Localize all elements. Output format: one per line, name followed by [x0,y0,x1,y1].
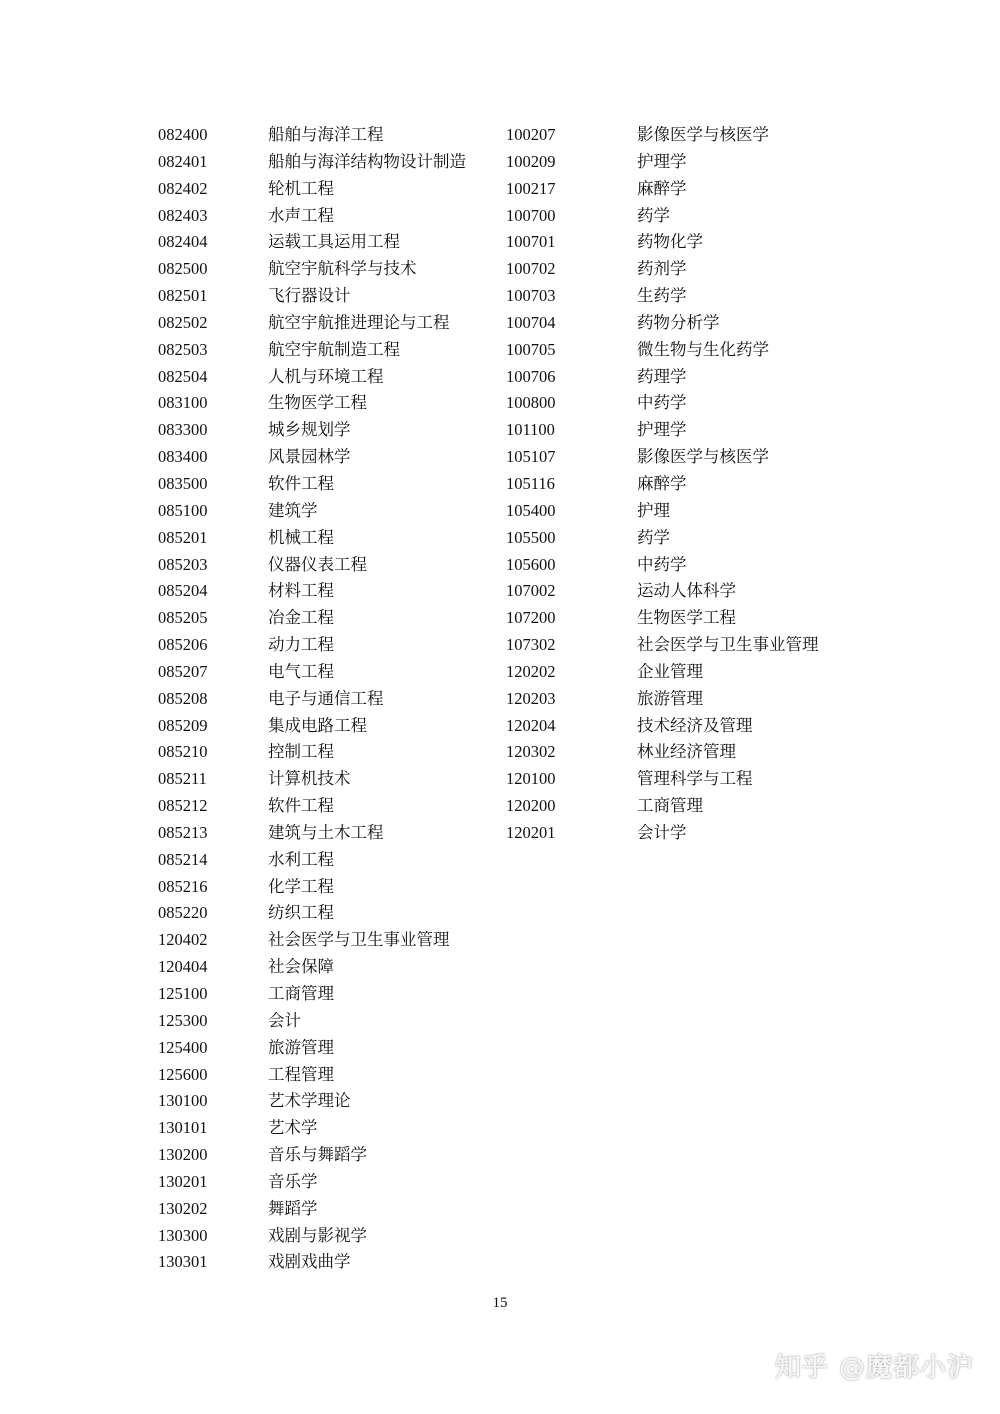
list-item [506,364,819,391]
discipline-name: 集成电路工程 [268,715,367,735]
discipline-name: 管理科学与工程 [637,769,753,789]
list-item [506,659,819,686]
list-item [506,525,819,552]
discipline-name: 机械工程 [268,527,334,547]
list-item [506,632,819,659]
list-item [158,337,466,364]
page-number: 15 [492,1295,508,1311]
discipline-code: 125600 [158,1064,208,1084]
list-item [506,471,819,498]
discipline-name: 化学工程 [268,876,334,896]
list-item [158,632,466,659]
list-item [158,498,466,525]
list-item [158,1062,466,1089]
discipline-code: 100705 [506,339,556,359]
list-item [506,229,819,256]
list-item [158,1115,466,1142]
list-item [158,552,466,579]
list-item [158,1142,466,1169]
discipline-name: 工程管理 [268,1064,334,1084]
list-item [158,310,466,337]
discipline-code: 082404 [158,232,208,252]
discipline-code: 085205 [158,608,208,628]
discipline-code: 120404 [158,957,208,977]
discipline-code: 083300 [158,420,208,440]
list-item [158,471,466,498]
discipline-code: 125400 [158,1037,208,1057]
discipline-code: 085213 [158,822,208,842]
discipline-code: 130301 [158,1252,208,1272]
list-item [506,176,819,203]
discipline-code: 130300 [158,1225,208,1245]
list-item [506,417,819,444]
discipline-name: 企业管理 [637,661,703,681]
discipline-name: 电气工程 [268,661,334,681]
list-item [158,525,466,552]
list-item [506,310,819,337]
list-item [158,820,466,847]
discipline-name: 戏剧与影视学 [268,1225,367,1245]
discipline-name: 社会医学与卫生事业管理 [637,635,819,655]
discipline-code: 082502 [158,312,208,332]
list-item [158,229,466,256]
discipline-name: 船舶与海洋工程 [268,125,384,144]
list-item [506,686,819,713]
discipline-code: 120200 [506,796,556,816]
list-item [506,498,819,525]
list-item [158,203,466,230]
list-item [158,954,466,981]
list-item [158,766,466,793]
list-item [506,578,819,605]
discipline-name: 中药学 [637,554,687,574]
list-item [158,900,466,927]
discipline-code: 100703 [506,286,556,306]
discipline-code: 085100 [158,500,208,520]
discipline-code: 105600 [506,554,556,574]
discipline-code: 107002 [506,581,556,601]
list-item [158,605,466,632]
discipline-code: 100217 [506,178,556,198]
discipline-name: 麻醉学 [637,473,687,493]
discipline-code: 082500 [158,259,208,279]
list-item [158,283,466,310]
discipline-name: 社会保障 [268,957,334,977]
discipline-name: 护理 [637,500,670,520]
discipline-name: 生药学 [637,286,687,306]
list-item [506,605,819,632]
list-item [158,149,466,176]
discipline-code: 120203 [506,688,556,708]
list-item [158,1169,466,1196]
discipline-code: 130101 [158,1118,208,1138]
discipline-name: 控制工程 [268,742,334,762]
discipline-name: 运载工具运用工程 [268,232,400,252]
discipline-name: 药理学 [637,366,687,386]
discipline-code: 120201 [506,822,556,842]
list-item [506,203,819,230]
list-item [158,444,466,471]
list-item [158,390,466,417]
discipline-code: 085208 [158,688,208,708]
discipline-code: 082503 [158,339,208,359]
list-item [158,1223,466,1250]
list-item [506,820,819,847]
discipline-name: 水利工程 [268,849,334,869]
discipline-code: 085209 [158,715,208,735]
discipline-code: 100701 [506,232,556,252]
discipline-code: 100706 [506,366,556,386]
list-item [506,739,819,766]
discipline-code: 082504 [158,366,208,386]
list-item [158,847,466,874]
discipline-name: 软件工程 [268,473,334,493]
list-item [506,713,819,740]
discipline-name: 旅游管理 [637,688,703,708]
discipline-code: 083500 [158,473,208,493]
discipline-code: 101100 [506,420,555,440]
discipline-code: 085220 [158,903,208,923]
discipline-code: 105400 [506,500,556,520]
list-item [506,793,819,820]
discipline-name: 建筑与土木工程 [268,822,384,842]
discipline-name: 轮机工程 [268,178,334,198]
discipline-name: 计算机技术 [268,769,351,789]
discipline-code: 120100 [506,769,556,789]
discipline-code: 082501 [158,286,208,306]
discipline-name: 航空宇航科学与技术 [268,259,417,279]
list-item [158,364,466,391]
discipline-name: 影像医学与核医学 [637,125,769,144]
discipline-name: 护理学 [637,420,687,440]
discipline-name: 艺术学 [268,1118,318,1138]
discipline-name: 音乐学 [268,1171,318,1191]
list-item [506,122,819,149]
discipline-code: 130100 [158,1091,208,1111]
discipline-code: 130200 [158,1145,208,1165]
list-item [158,686,466,713]
list-item [158,1008,466,1035]
left-column-list [158,122,466,1276]
discipline-code: 085203 [158,554,208,574]
discipline-name: 冶金工程 [268,608,334,628]
discipline-name: 动力工程 [268,635,334,655]
discipline-name: 软件工程 [268,796,334,816]
discipline-name: 中药学 [637,393,687,413]
discipline-code: 083400 [158,447,208,467]
discipline-code: 082402 [158,178,208,198]
discipline-name: 航空宇航推进理论与工程 [268,312,450,332]
discipline-code: 085206 [158,635,208,655]
discipline-name: 舞蹈学 [268,1198,318,1218]
discipline-name: 药物分析学 [637,312,720,332]
discipline-code: 107302 [506,635,556,655]
discipline-code: 100704 [506,312,556,332]
list-item [158,1088,466,1115]
discipline-code: 125100 [158,984,208,1003]
discipline-code: 107200 [506,608,556,628]
discipline-code: 082400 [158,125,208,144]
list-item [158,713,466,740]
discipline-name: 船舶与海洋结构物设计制造 [268,151,466,171]
discipline-name: 纺织工程 [268,903,334,923]
list-item [506,390,819,417]
discipline-code: 120202 [506,661,556,681]
discipline-name: 运动人体科学 [637,581,736,601]
discipline-code: 105116 [506,473,555,493]
discipline-code: 125300 [158,1010,208,1030]
discipline-name: 工商管理 [268,984,334,1003]
discipline-code: 105500 [506,527,556,547]
discipline-name: 生物医学工程 [268,393,367,413]
list-item [506,149,819,176]
discipline-name: 药剂学 [637,259,687,279]
discipline-code: 100800 [506,393,556,413]
list-item [506,337,819,364]
discipline-code: 120402 [158,930,208,950]
discipline-code: 120204 [506,715,556,735]
discipline-name: 航空宇航制造工程 [268,339,400,359]
right-column-list [506,122,819,847]
discipline-name: 飞行器设计 [268,286,351,306]
list-item [158,1249,466,1276]
list-item [158,927,466,954]
list-item [158,417,466,444]
discipline-name: 音乐与舞蹈学 [268,1145,367,1165]
discipline-code: 130202 [158,1198,208,1218]
list-item [158,1196,466,1223]
discipline-name: 影像医学与核医学 [637,447,769,467]
discipline-code: 120302 [506,742,556,762]
list-item [506,766,819,793]
discipline-name: 风景园林学 [268,447,351,467]
list-item [158,1035,466,1062]
discipline-name: 城乡规划学 [268,420,351,440]
list-item [506,283,819,310]
discipline-name: 戏剧戏曲学 [268,1252,351,1272]
list-item [158,981,466,1008]
discipline-name: 生物医学工程 [637,608,736,628]
list-item [158,122,466,149]
discipline-name: 药学 [637,527,670,547]
discipline-name: 社会医学与卫生事业管理 [268,930,450,950]
discipline-name: 麻醉学 [637,178,687,198]
discipline-code: 083100 [158,393,208,413]
list-item [158,874,466,901]
discipline-code: 100702 [506,259,556,279]
discipline-name: 建筑学 [268,500,318,520]
discipline-code: 085216 [158,876,208,896]
discipline-code: 085210 [158,742,208,762]
list-item [158,176,466,203]
discipline-name: 材料工程 [268,581,334,601]
discipline-code: 085212 [158,796,208,816]
discipline-code: 085207 [158,661,208,681]
discipline-name: 微生物与生化药学 [637,339,769,359]
discipline-name: 会计学 [637,822,687,842]
list-item [158,739,466,766]
discipline-code: 085214 [158,849,208,869]
list-item [158,578,466,605]
discipline-code: 085201 [158,527,208,547]
discipline-name: 药学 [637,205,670,225]
discipline-code: 100700 [506,205,556,225]
list-item [158,659,466,686]
discipline-code: 100209 [506,151,556,171]
watermark: 知乎 @魔都小沪 [774,1353,974,1383]
discipline-name: 艺术学理论 [268,1091,351,1111]
discipline-name: 护理学 [637,151,687,171]
discipline-name: 工商管理 [637,796,703,816]
discipline-code: 082403 [158,205,208,225]
discipline-name: 旅游管理 [268,1037,334,1057]
discipline-code: 085204 [158,581,208,601]
discipline-name: 技术经济及管理 [637,715,753,735]
discipline-code: 105107 [506,447,556,467]
discipline-code: 100207 [506,125,556,144]
discipline-code: 085211 [158,769,207,789]
discipline-name: 仪器仪表工程 [268,554,367,574]
discipline-name: 电子与通信工程 [268,688,384,708]
list-item [158,793,466,820]
discipline-name: 水声工程 [268,205,334,225]
discipline-name: 会计 [268,1010,301,1030]
discipline-name: 林业经济管理 [637,742,736,762]
list-item [506,552,819,579]
list-item [158,256,466,283]
discipline-code: 130201 [158,1171,208,1191]
list-item [506,256,819,283]
list-item [506,444,819,471]
discipline-code: 082401 [158,151,208,171]
discipline-name: 药物化学 [637,232,703,252]
discipline-name: 人机与环境工程 [268,366,384,386]
